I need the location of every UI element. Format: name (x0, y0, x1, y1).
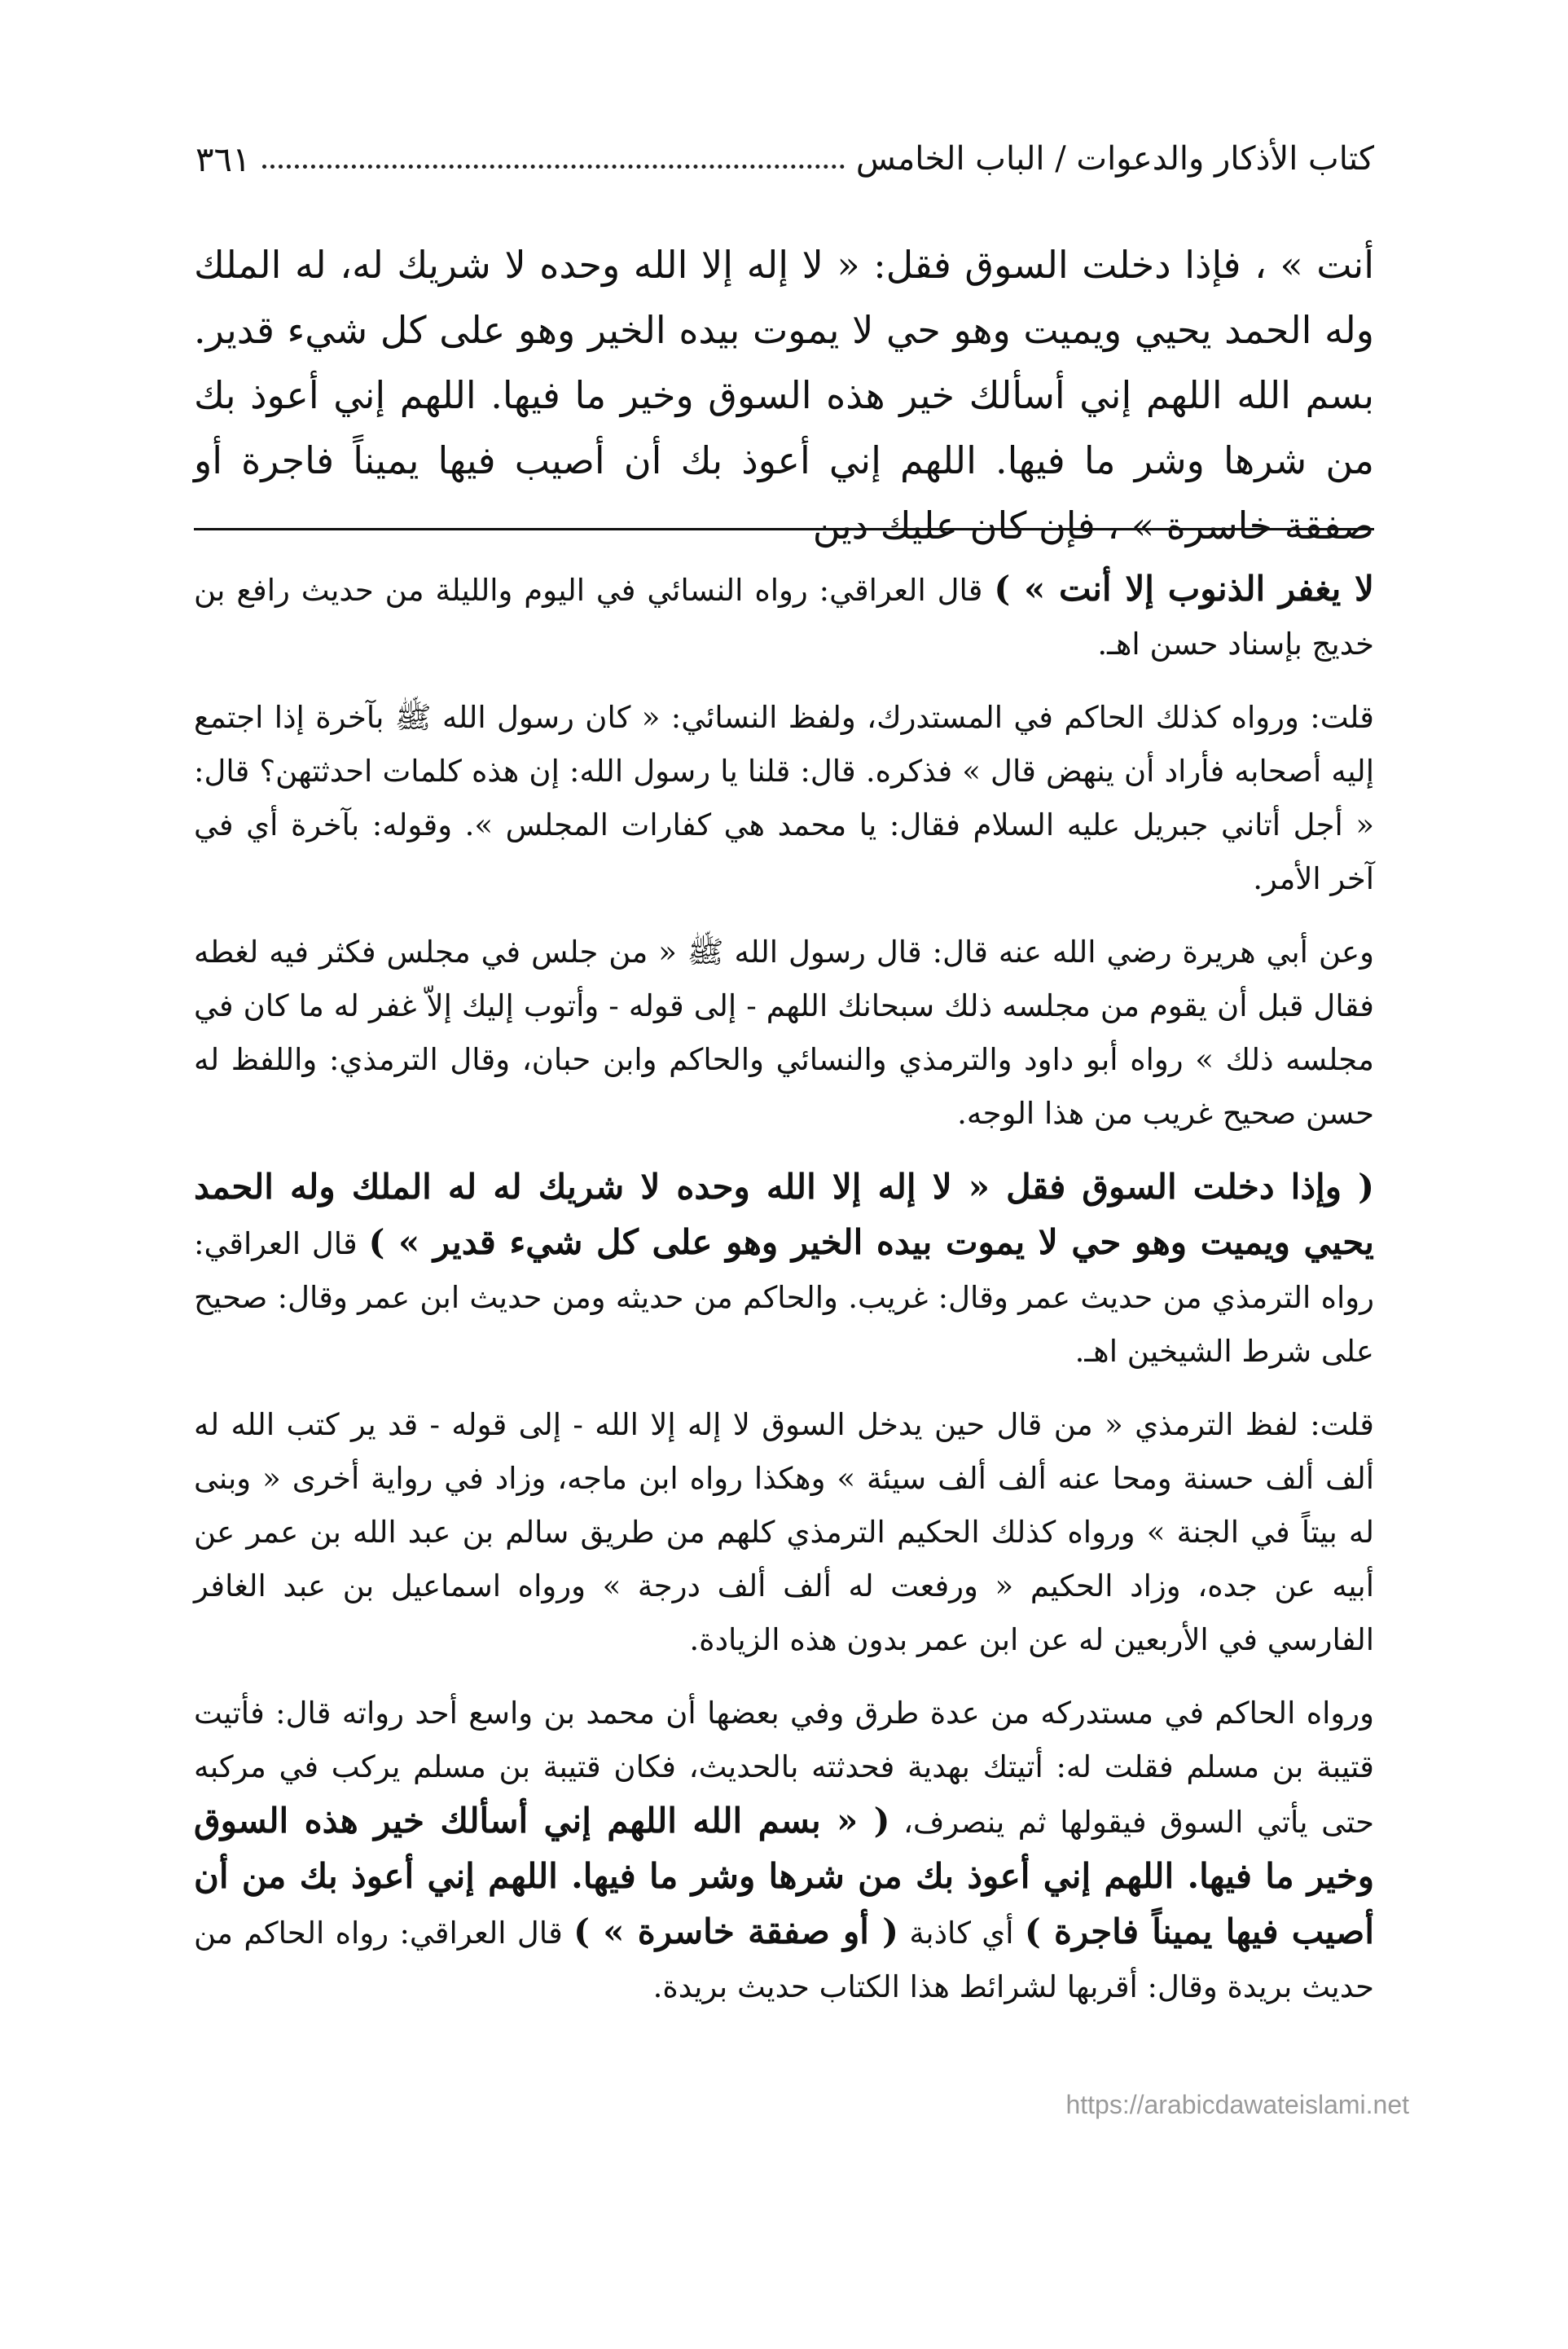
commentary-text: ورواه الحاكم في مستدركه من عدة طرق وفي بعضها أن محمد بن واسع أحد رواته قال: فأتيت قتيبة بن مسلم فقلت له: أتيتك بهدية فحدثته بالحديث، فكان قتيبة بن مسلم يركب في مركبه حتى يأتي السوق فيقولها ثم ينصرف، (194, 1696, 1374, 1840)
quoted-phrase: ( وإذا دخلت السوق فقل « لا إله إلا الله وحده لا شريك له له الملك وله الحمد يحيي ويميت وهو حي لا يموت بيده الخير وهو على كل شيء قدير » ) (194, 1167, 1374, 1262)
commentary-paragraph-3: وعن أبي هريرة رضي الله عنه قال: قال رسول الله ﷺ « من جلس في مجلس فكثر فيه لغطه فقال قبل أن يقوم من مجلسه ذلك سبحانك اللهم - إلى قوله - وأتوب إليك إلاّ غفر له ما كان في مجلسه ذلك » رواه أبو داود والترمذي والنسائي والحاكم وابن حبان، وقال الترمذي: واللفظ له حسن صحيح غريب من هذا الوجه. (194, 935, 1374, 1131)
quoted-phrase: لا يغفر الذنوب إلا أنت » ) (994, 569, 1374, 609)
chapter-title: كتاب الأذكار والدعوات / الباب الخامس (855, 140, 1374, 178)
quoted-phrase: ( أو صفقة خاسرة » ) (573, 1911, 899, 1951)
commentary-paragraph-4 (194, 1160, 1374, 1379)
commentary-paragraph-5: قلت: لفظ الترمذي « من قال حين يدخل السوق لا إله إلا الله - إلى قوله - قد ير كتب الله له ألف ألف حسنة ومحا عنه ألف ألف سيئة » وهكذا رواه ابن ماجه، وزاد في رواية أخرى « وبنى له بيتاً في الجنة » ورواه كذلك الحكيم الترمذي كلهم من طريق سالم بن عبد الله بن عمر عن أبيه عن جده، وزاد الحكيم « ورفعت له ألف ألف درجة » ورواه اسماعيل بن عبد الغافر الفارسي في الأربعين له عن ابن عمر بدون هذه الزيادة. (194, 1407, 1374, 1657)
quoted-phrase: ( « بسم الله اللهم إني أسألك خير هذه السوق وخير ما فيها. اللهم إني أعوذ بك من شرها وشر ما فيها. اللهم إني أعوذ بك من أن أصيب فيها يميناً فاجرة ) (194, 1801, 1375, 1951)
watermark-url: https://arabicdawateislami.net (1065, 2090, 1409, 2119)
page-number: ٣٦١ (195, 139, 251, 179)
commentary-text: أي كاذبة (898, 1916, 1025, 1951)
commentary (194, 562, 1374, 2034)
commentary-text: قال العراقي: رواه الحاكم من حديث بريدة وقال: أقربها لشرائط هذا الكتاب حديث بريدة. (194, 1916, 1374, 2004)
commentary-paragraph-2: قلت: ورواه كذلك الحاكم في المستدرك، ولفظ النسائي: « كان رسول الله ﷺ بآخرة إذا اجتمع إليه أصحابه فأراد أن ينهض قال » فذكره. قال: قلنا يا رسول الله: إن هذه كلمات احدثتهن؟ قال: « أجل أتاني جبريل عليه السلام فقال: يا محمد هي كفارات المجلس ». وقوله: بآخرة أي في آخر الأمر. (194, 700, 1374, 896)
commentary-text: قال العراقي: رواه النسائي في اليوم والليلة من حديث رافع بن خديج بإسناد حسن اهـ. (194, 573, 1374, 662)
leader-dots (262, 165, 845, 169)
main-paragraph: أنت » ، فإذا دخلت السوق فقل: « لا إله إلا الله وحده لا شريك له، له الملك وله الحمد يحيي ويميت وهو حي لا يموت بيده الخير وهو على كل شيء قدير. بسم الله اللهم إني أسألك خير هذه السوق وخير ما فيها. اللهم إني أعوذ بك من شرها وشر ما فيها. اللهم إني أعوذ بك أن أصيب فيها يميناً فاجرة أو صفقة خاسرة » ، فإن كان عليك دين (194, 243, 1374, 548)
footnote-divider (194, 528, 1374, 530)
main-text (194, 232, 1374, 558)
commentary-paragraph-6 (194, 1687, 1374, 2014)
running-header (195, 134, 1374, 183)
commentary-paragraph-1 (194, 562, 1374, 671)
commentary-text: قال العراقي: رواه الترمذي من حديث عمر وقال: غريب. والحاكم من حديثه ومن حديث ابن عمر وقال: صحيح على شرط الشيخين اهـ. (194, 1226, 1374, 1369)
